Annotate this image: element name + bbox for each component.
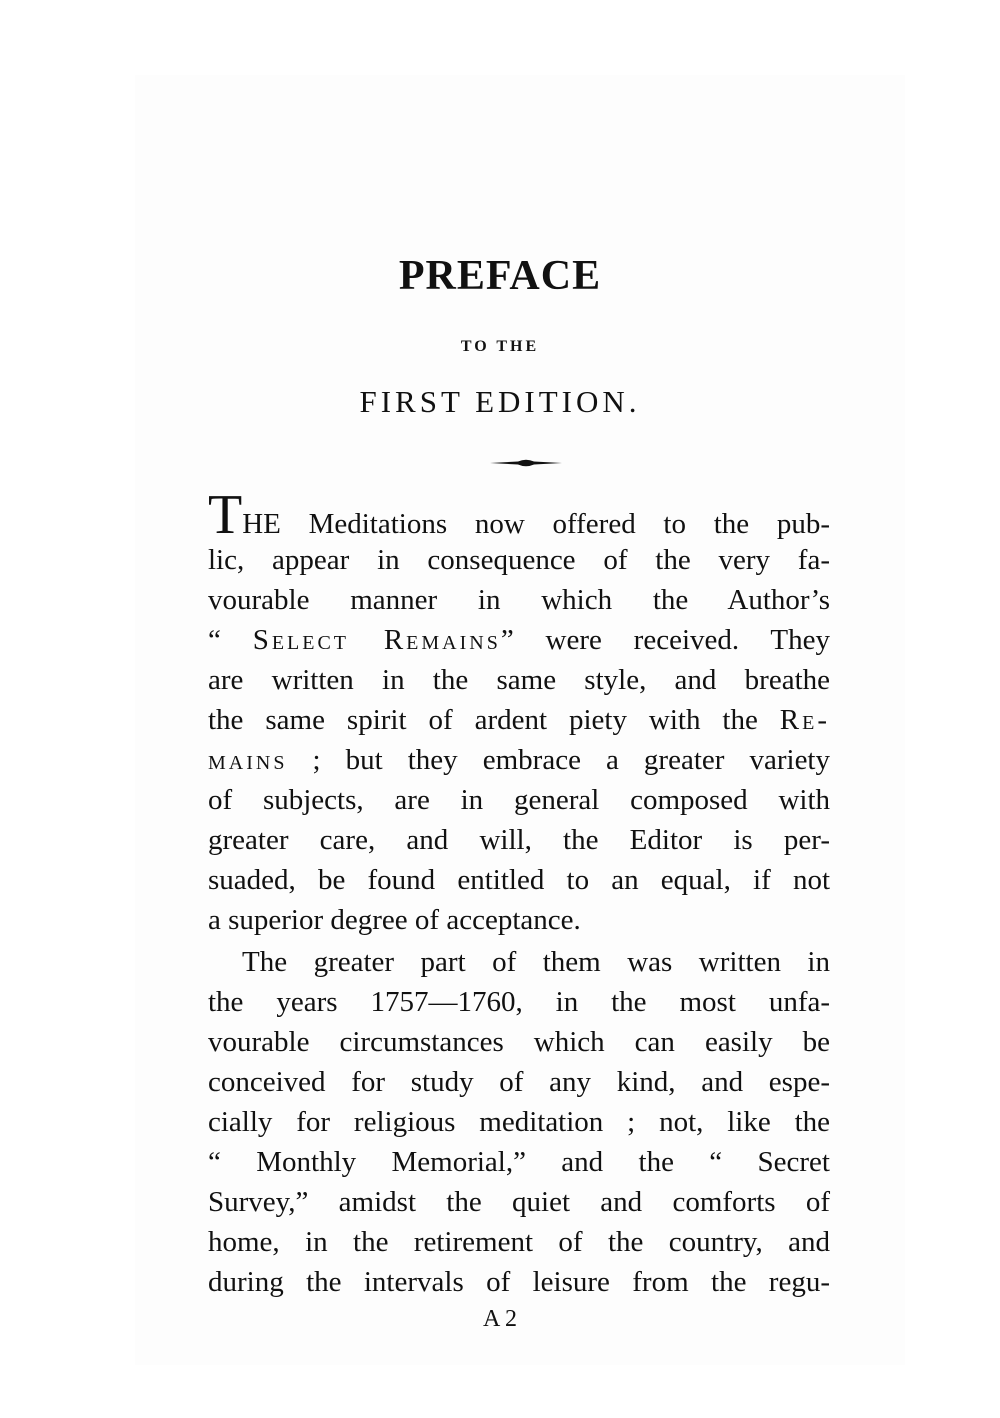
small-caps-text: Select Remains <box>252 624 501 656</box>
text-segment: vourable manner in which the Author’s <box>208 584 830 616</box>
text-segment: during the intervals of leisure from the regu- <box>208 1266 830 1298</box>
text-line <box>208 1262 830 1302</box>
drop-cap: T <box>208 484 243 546</box>
text-segment: conceived for study of any kind, and espe- <box>208 1066 830 1098</box>
text-segment: cially for religious meditation ; not, like the <box>208 1106 830 1138</box>
text-line <box>208 982 830 1022</box>
page-title: PREFACE <box>398 253 602 299</box>
text-line <box>208 1102 830 1142</box>
text-line <box>208 484 830 546</box>
ornament-rule <box>490 458 562 468</box>
small-caps-text: mains <box>208 744 288 776</box>
text-line <box>208 780 830 820</box>
text-segment: The greater part of them was written in <box>242 946 830 978</box>
text-segment: “ Monthly Memorial,” and the “ Secret <box>208 1146 830 1178</box>
text-segment: of subjects, are in general composed with <box>208 784 830 816</box>
text-line <box>208 942 830 982</box>
text-line <box>208 1142 830 1182</box>
text-segment: ; but they embrace a greater variety <box>287 744 830 776</box>
text-segment: Survey,” amidst the quiet and comforts of <box>208 1186 830 1218</box>
text-segment: suaded, be found entitled to an equal, if not <box>208 864 830 896</box>
text-line <box>208 580 830 620</box>
text-segment: “ <box>208 624 253 656</box>
paragraph-2 <box>208 942 830 1302</box>
text-segment: ” were received. They <box>500 624 830 656</box>
text-line <box>208 900 830 940</box>
text-segment: are written in the same style, and breathe <box>208 664 830 696</box>
text-line <box>208 660 830 700</box>
text-line <box>208 740 830 780</box>
text-segment: home, in the retirement of the country, and <box>208 1226 830 1258</box>
text-line <box>208 1222 830 1262</box>
text-segment: a superior degree of acceptance. <box>208 904 581 936</box>
text-line <box>208 1022 830 1062</box>
text-segment: the years 1757—1760, in the most unfa- <box>208 986 830 1018</box>
text-segment: the same spirit of ardent piety with the <box>208 704 780 736</box>
text-line <box>208 540 830 580</box>
paragraph-1 <box>208 484 830 940</box>
signature-mark: A 2 <box>482 1306 517 1332</box>
text-line <box>208 1062 830 1102</box>
text-line <box>208 700 830 740</box>
text-line <box>208 860 830 900</box>
text-segment: lic, appear in consequence of the very fa- <box>208 544 830 576</box>
subtitle: TO THE <box>460 338 540 355</box>
text-segment: greater care, and will, the Editor is per- <box>208 824 830 856</box>
text-segment: vourable circumstances which can easily be <box>208 1026 830 1058</box>
edition-heading: FIRST EDITION. <box>359 384 641 419</box>
text-segment: HE Meditations now offered to the pub- <box>242 508 830 540</box>
text-line <box>208 620 830 660</box>
small-caps-text: Re- <box>779 704 830 736</box>
text-line <box>208 1182 830 1222</box>
text-line <box>208 820 830 860</box>
